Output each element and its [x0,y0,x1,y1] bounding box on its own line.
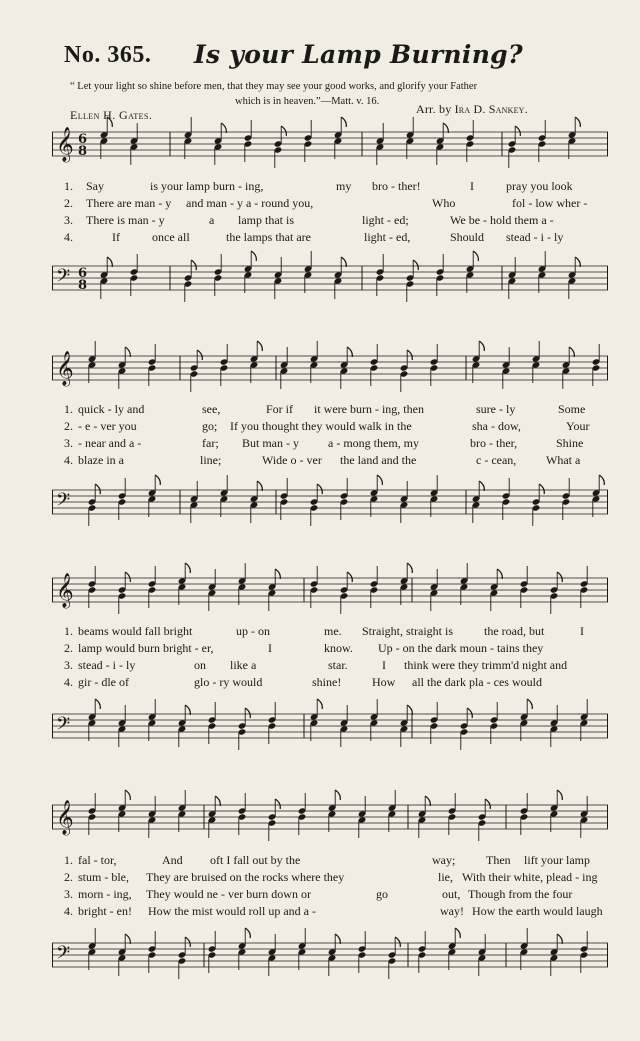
note-flag [497,569,502,579]
verse-number: 3. [64,658,73,672]
treble-clef-icon: 𝄞 [56,351,74,386]
treble-clef-icon: 𝄞 [56,573,74,608]
lyric-syllable: stead - i - ly [78,658,136,672]
music-system-2 [52,352,608,522]
note-flag [107,257,112,267]
lyric-syllable: the land and the [340,453,417,467]
lyric-syllable: c - cean, [476,453,517,467]
arranger-name: Ira D. Sankey. [454,102,528,116]
lyric-syllable: I [268,641,272,655]
lyric-syllable: What a [546,453,581,467]
note-flag [317,699,322,709]
note-flag [335,934,340,944]
lyric-syllable: go; [202,419,218,433]
lyric-syllable: With their white, plead - ing [462,870,598,884]
lyric-syllable: But man - y [242,436,299,450]
note-flag [407,350,412,360]
verse-number: 4. [64,230,73,244]
lyric-line-v2 [52,196,608,212]
lyric-syllable: Up - on the dark moun - tains they [378,641,544,655]
note-flag [281,126,286,136]
verse-number: 1. [64,853,73,867]
lyric-syllable: light - ed, [364,230,411,244]
note-flag [515,126,520,136]
lyric-syllable: I [580,624,584,638]
lyric-syllable: We be - hold them a - [450,213,554,227]
note-flag [395,937,400,947]
lyric-line-v1 [52,179,608,195]
lyric-line-v1 [52,402,608,418]
note-flag [185,705,190,715]
note-flag [317,484,322,494]
bass-clef-icon: 𝄢 [56,266,71,291]
note-flag [539,484,544,494]
lyric-syllable: If [112,230,120,244]
lyric-syllable: Then [486,853,511,867]
time-signature-denominator: 8 [78,278,88,293]
lyric-syllable: Though from the four [468,887,573,901]
note-flag [95,699,100,709]
verse-number: 4. [64,675,73,689]
note-flag [575,257,580,267]
arranger-prefix: Arr. by [416,102,452,116]
verse-number: 3. [64,213,73,227]
note-flag [245,928,250,938]
music-system-4 [52,801,608,981]
music-system-1 [52,128,608,298]
note-flag [125,347,130,357]
lyric-line-v3 [52,213,608,229]
note-flag [485,799,490,809]
lyric-line-v4 [52,675,608,691]
lyric-syllable: Your [566,419,590,433]
lyric-syllable: For if [266,402,293,416]
note-flag [473,251,478,261]
note-flag [257,341,262,351]
verse-number: 2. [64,641,73,655]
lyric-syllable: way! [440,904,464,918]
note-flag [527,699,532,709]
verse-number: 2. [64,196,73,210]
lyric-syllable: know. [324,641,353,655]
verse-number: 1. [64,179,73,193]
note-flag [257,481,262,491]
lyric-syllable: - e - ver you [78,419,137,433]
lyric-syllable: light - ed; [362,213,409,227]
verse-number: 2. [64,870,73,884]
lyric-syllable: it were burn - ing, then [314,402,424,416]
verse-number: 3. [64,887,73,901]
note-flag [407,563,412,573]
lyric-syllable: line; [200,453,222,467]
lyric-line-v1 [52,853,608,869]
lyric-syllable: a - mong them, my [328,436,419,450]
lyric-syllable: sha - dow, [472,419,521,433]
epigraph-line-2: which is in heaven.”—Matt. v. 16. [235,96,380,107]
note-flag [185,563,190,573]
lyric-syllable: star. [328,658,348,672]
treble-clef-icon: 𝄞 [56,127,74,162]
note-flag [467,708,472,718]
lyric-syllable: once all [152,230,190,244]
lyric-syllable: quick - ly and [78,402,145,416]
lyric-syllable: oft I fall out by the [210,853,301,867]
note-flag [557,934,562,944]
lyric-syllable: beams would fall bright [78,624,193,638]
lyric-syllable: gir - dle of [78,675,129,689]
bass-clef-icon: 𝄢 [56,490,71,515]
note-flag [341,257,346,267]
verse-number: 2. [64,419,73,433]
lyric-line-v2 [52,870,608,886]
lyric-syllable: Straight, straight is [362,624,453,638]
arranger-credit [416,102,528,117]
lyric-syllable: is your lamp burn - ing, [150,179,264,193]
note-flag [479,481,484,491]
lyric-syllable: all the dark pla - ces would [412,675,542,689]
note-flag [413,260,418,270]
lyric-line-v2 [52,641,608,657]
lyric-syllable: If you thought they would walk in the [230,419,412,433]
lyric-syllable: Say [86,179,104,193]
lyric-syllable: bright - en! [78,904,132,918]
lyric-syllable: think were they trimm'd night and [404,658,568,672]
note-flag [347,347,352,357]
time-signature-denominator: 8 [78,144,88,159]
note-flag [425,796,430,806]
lyric-line-v3 [52,658,608,674]
note-flag [197,350,202,360]
lyric-syllable: shine! [312,675,342,689]
lyric-syllable: Some [558,402,586,416]
treble-clef-icon: 𝄞 [56,800,74,835]
note-flag [125,790,130,800]
lyric-syllable: Who [432,196,456,210]
hymn-number: No. 365. [64,42,152,68]
note-flag [557,790,562,800]
note-flag [185,937,190,947]
lyric-syllable: And [162,853,183,867]
lyric-syllable: a [209,213,215,227]
verse-number: 1. [64,402,73,416]
lyric-line-v4 [52,904,608,920]
lyric-line-v4 [52,453,608,469]
lyric-syllable: They are bruised on the rocks where they [146,870,345,884]
lyric-syllable: fal - tor, [78,853,117,867]
note-flag [443,123,448,133]
lyric-syllable: see, [202,402,221,416]
note-flag [557,572,562,582]
note-flag [245,708,250,718]
music-system-3 [52,574,608,754]
lyric-line-v1 [52,624,608,640]
note-flag [341,117,346,127]
note-flag [407,705,412,715]
bass-clef-icon: 𝄢 [56,714,71,739]
lyric-syllable: out, [442,887,461,901]
note-flag [377,475,382,485]
note-flag [575,117,580,127]
lyric-syllable: stum - ble, [78,870,129,884]
lyric-syllable: I [470,179,474,193]
lyric-syllable: lamp that is [238,213,294,227]
note-flag [599,475,604,485]
bass-clef-icon: 𝄢 [56,943,71,968]
note-flag [335,790,340,800]
lyric-syllable: go [376,887,388,901]
lyric-syllable: and man - y a - round you, [186,196,314,210]
lyric-syllable: like a [230,658,257,672]
verse-number: 4. [64,453,73,467]
hymn-header [64,42,584,76]
lyric-syllable: I [382,658,386,672]
note-flag [125,572,130,582]
lyric-syllable: lamp would burn bright - er, [78,641,214,655]
lyric-line-v3 [52,887,608,903]
lyric-syllable: lift your lamp [524,853,590,867]
author-credit: Ellen H. Gates. [70,108,153,122]
lyric-line-v4 [52,230,608,246]
lyric-syllable: far; [202,436,219,450]
note-flag [275,799,280,809]
lyric-syllable: pray you look [506,179,573,193]
note-flag [251,251,256,261]
lyric-syllable: bro - ther, [470,436,518,450]
verse-number: 1. [64,624,73,638]
lyric-syllable: There is man - y [86,213,165,227]
lyric-syllable: There are man - y [86,196,172,210]
lyric-syllable: the lamps that are [226,230,311,244]
note-flag [155,475,160,485]
lyric-syllable: Shine [556,436,584,450]
note-flag [125,934,130,944]
hymn-title: Is your Lamp Burning? [194,40,523,69]
note-flag [347,572,352,582]
lyric-syllable: morn - ing, [78,887,132,901]
time-signature-numerator: 6 [78,132,88,147]
lyric-syllable: Wide o - ver [262,453,322,467]
lyric-syllable: sure - ly [476,402,516,416]
lyric-syllable: How the mist would roll up and a - [148,904,316,918]
lyric-syllable: my [336,179,352,193]
note-flag [215,796,220,806]
lyric-syllable: stead - i - ly [506,230,564,244]
lyric-syllable: on [194,658,206,672]
lyric-syllable: bro - ther! [372,179,421,193]
note-flag [455,928,460,938]
note-flag [221,123,226,133]
verse-number: 3. [64,436,73,450]
lyric-syllable: Should [450,230,485,244]
note-flag [569,347,574,357]
note-flag [95,484,100,494]
verse-number: 4. [64,904,73,918]
lyric-syllable: - near and a - [78,436,142,450]
lyric-syllable: blaze in a [78,453,124,467]
lyric-syllable: the road, but [484,624,545,638]
note-flag [275,569,280,579]
time-signature-numerator: 6 [78,266,88,281]
lyric-syllable: fol - low wher - [512,196,588,210]
lyric-syllable: me. [324,624,342,638]
lyric-syllable: They would ne - ver burn down or [146,887,311,901]
note-flag [479,341,484,351]
lyric-syllable: lie, [438,870,453,884]
lyric-line-v2 [52,419,608,435]
lyric-syllable: up - on [236,624,270,638]
lyric-syllable: How [372,675,396,689]
lyric-line-v3 [52,436,608,452]
note-flag [191,260,196,270]
lyric-syllable: How the earth would laugh [472,904,603,918]
epigraph-line-1: “ Let your light so shine before men, that they may see your good works, and glorify your Father [70,81,478,92]
lyric-syllable: way; [432,853,456,867]
lyric-syllable: glo - ry would [194,675,263,689]
